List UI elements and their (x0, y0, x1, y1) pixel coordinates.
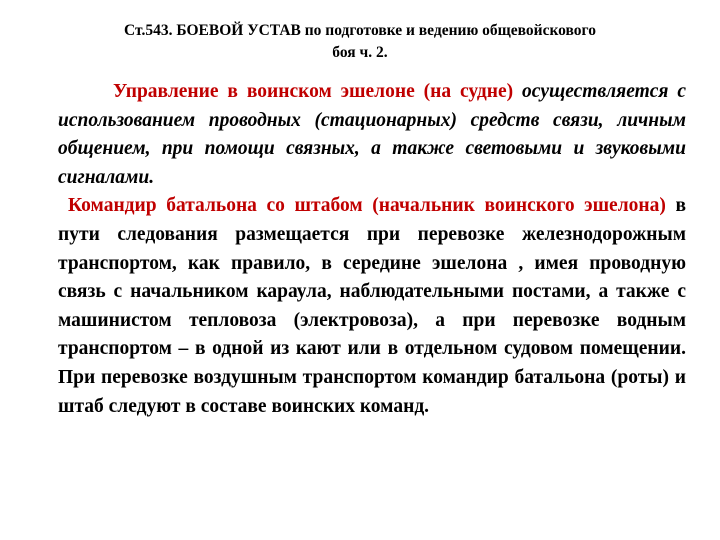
paragraph-commander-highlight: Командир батальона со штабом (начальник воинского эшелона) (68, 195, 666, 217)
slide-title (40, 20, 680, 64)
paragraph-management-text: осуществляется с использованием проводных (стационарных) средств связи, личным общением, при помощи связных, а также световыми и звуковыми сигналами. (58, 81, 687, 188)
title-line-2: боя ч. 2. (332, 44, 388, 61)
paragraph-management-highlight: Управление в воинском эшелоне (на судне) (113, 81, 514, 102)
slide-body (58, 78, 686, 421)
paragraph-commander (58, 192, 686, 421)
paragraph-commander-text: в пути следования размещается при перевозке железнодорожным транспортом, как правило, в середине эшелона , имея проводную связь с начальником караула, наблюдательными постами, а также с машинистом тепловоза (электровоза), а при перевозке водным транспортом – в одной из кают или в отдельном судовом помещении. При перевозке воздушным транспортом командир батальона (роты) и штаб следуют в составе воинских команд. (58, 195, 686, 417)
paragraph-management (58, 78, 686, 192)
title-line-1: Ст.543. БОЕВОЙ УСТАВ по подготовке и ведению общевойскового (124, 22, 596, 39)
